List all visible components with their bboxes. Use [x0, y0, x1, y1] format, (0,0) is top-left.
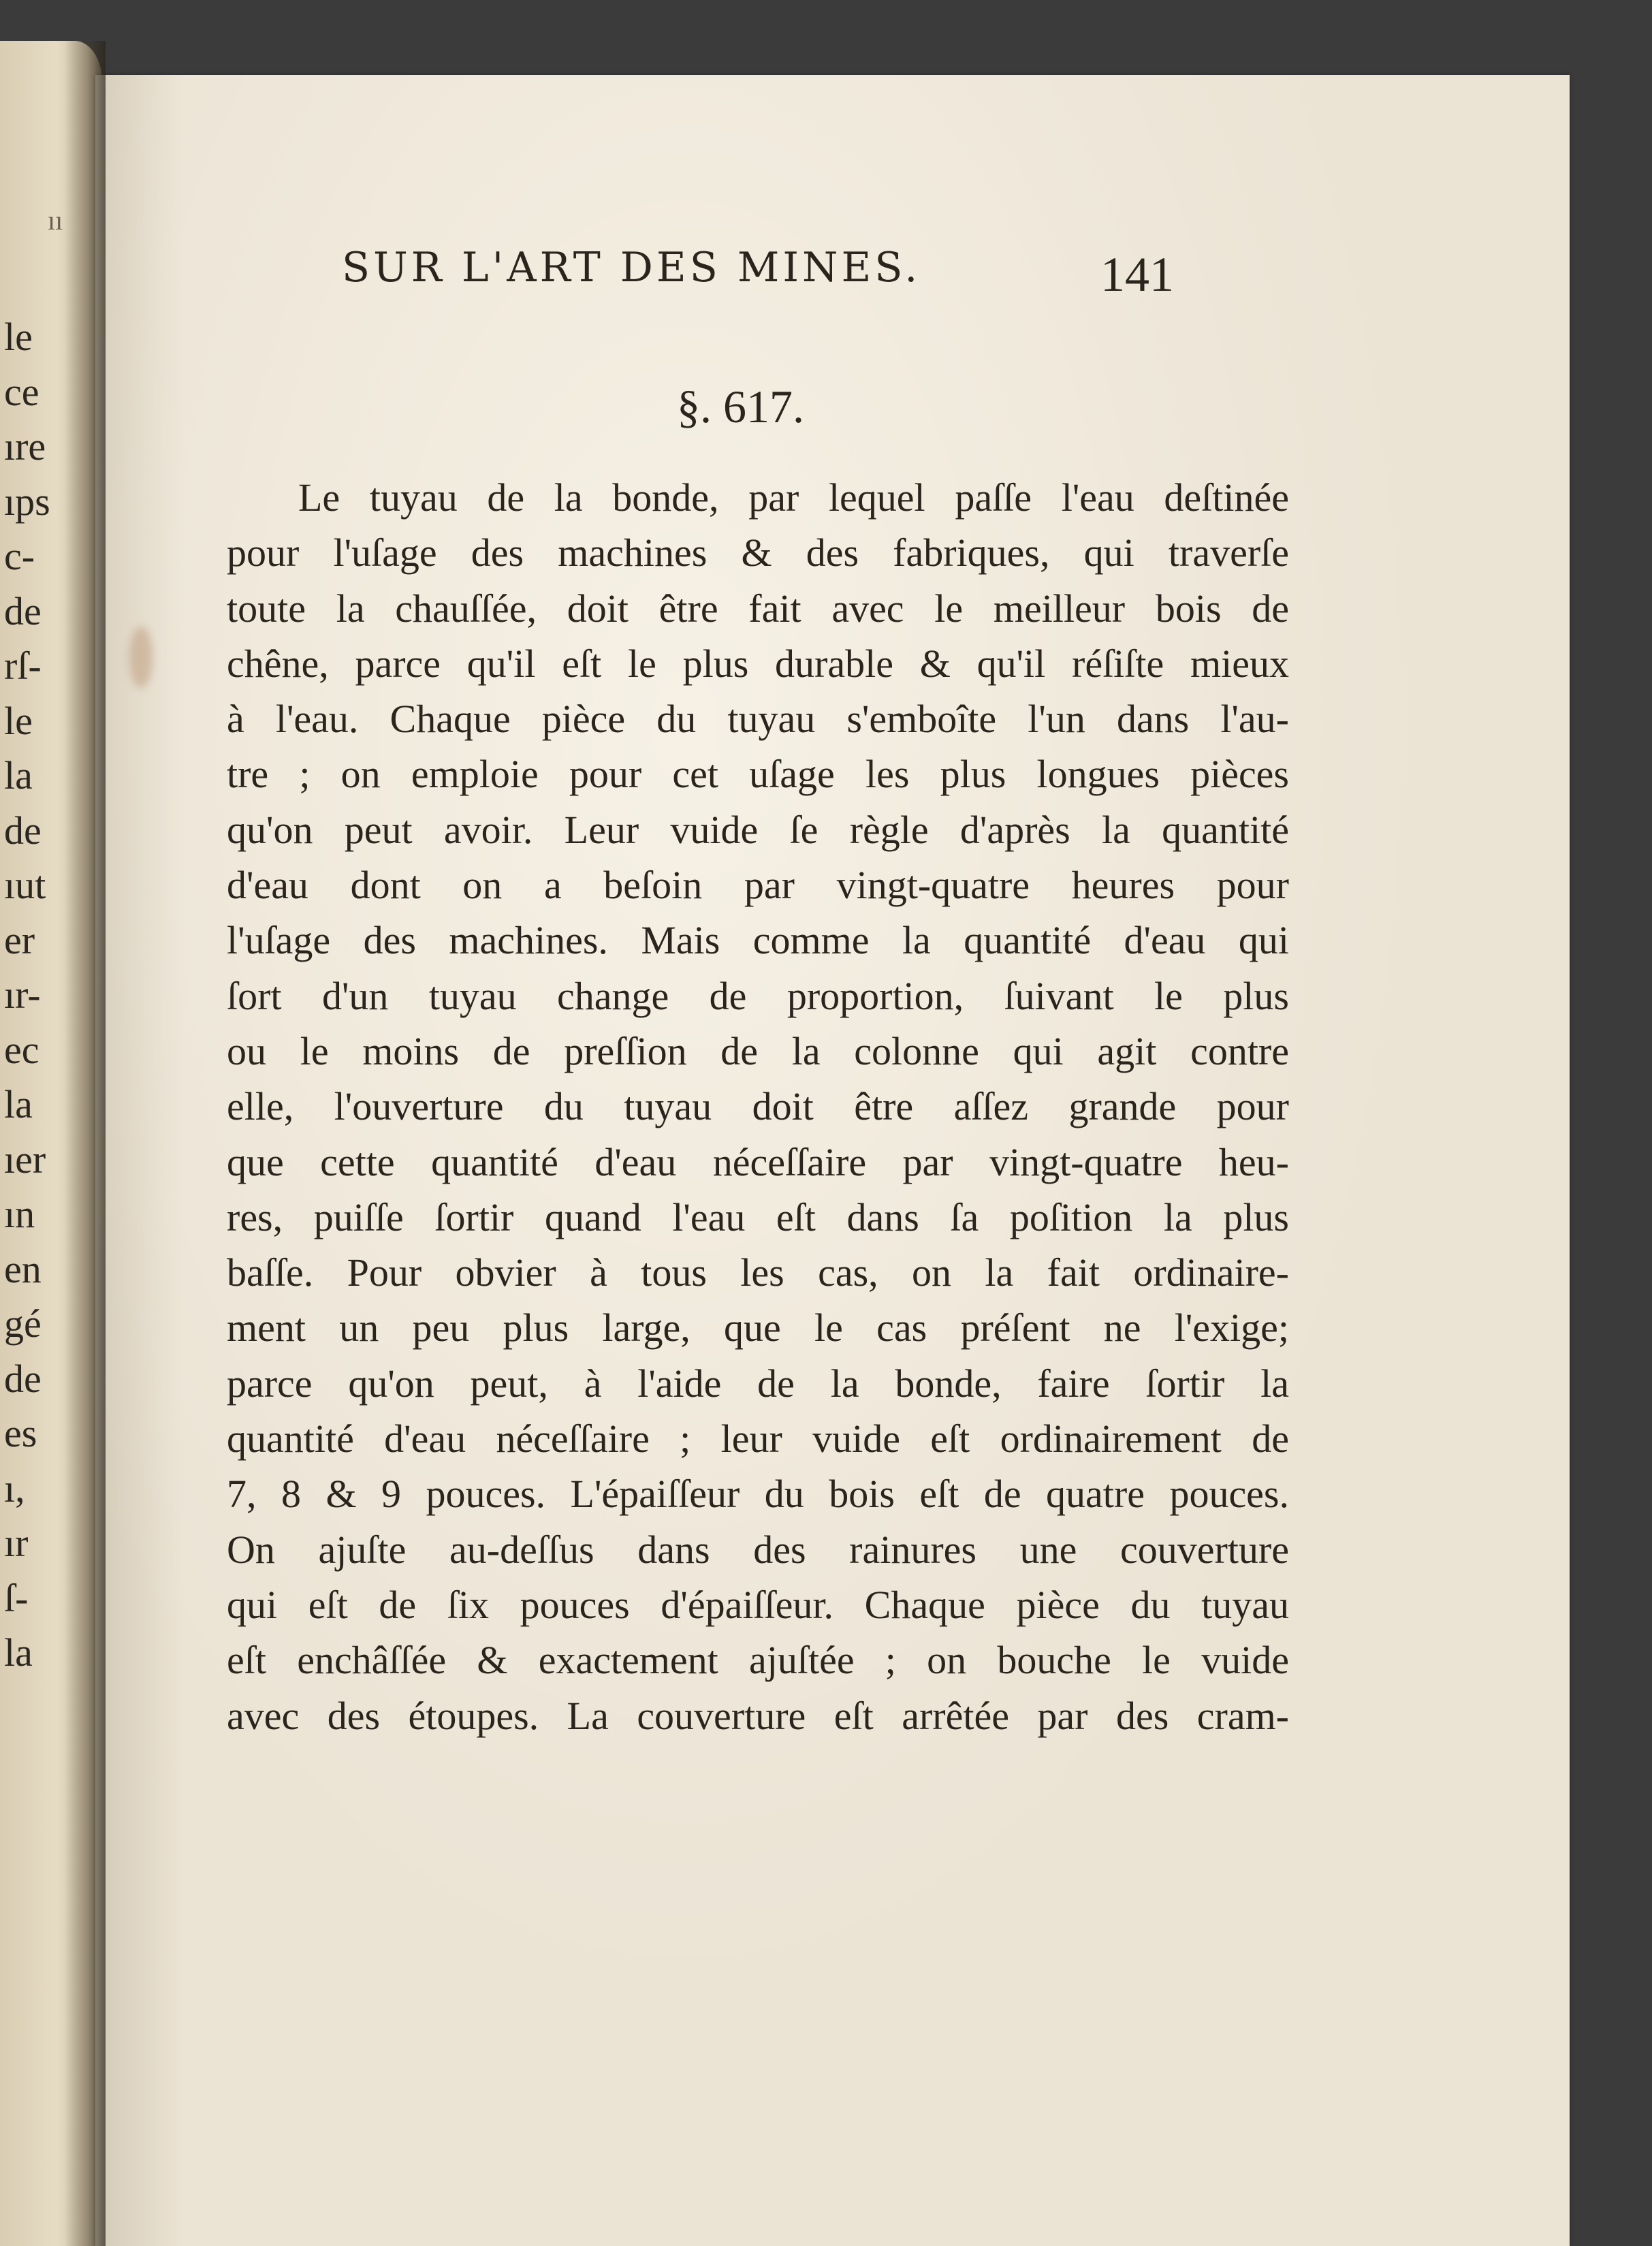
text-line: que cette quantité d'eau néceſſaire par vingt-quatre heu-	[227, 1139, 1289, 1184]
left-fragment: c-	[4, 534, 35, 578]
running-head: SUR L'ART DES MINES.	[342, 244, 921, 291]
left-page-text-fragments	[4, 310, 65, 1681]
left-fragment: ıps	[4, 479, 50, 524]
text-line: toute la chauſſée, doit être fait avec le meilleur bois de	[227, 586, 1289, 631]
left-fragment: ır	[4, 1521, 29, 1565]
text-line: ment un peu plus large, que le cas préſent ne l'exige;	[227, 1306, 1289, 1350]
left-fragment: ıer	[4, 1137, 46, 1182]
left-fragment: de	[4, 1356, 42, 1401]
left-fragment: ſ-	[4, 1575, 29, 1620]
left-fragment: de	[4, 808, 42, 853]
right-page	[95, 75, 1570, 2246]
left-fragment: ıre	[4, 424, 46, 469]
left-fragment: es	[4, 1411, 37, 1455]
left-fragment: ır-	[4, 972, 41, 1017]
text-line: d'eau dont on a beſoin par vingt-quatre heures pour	[227, 863, 1289, 908]
left-fragment: de	[4, 588, 42, 633]
text-line: pour l'uſage des machines & des fabriques, qui traverſe	[227, 531, 1289, 575]
left-fragment: rſ-	[4, 644, 42, 688]
left-page-mark: ıı	[48, 205, 63, 236]
left-fragment: le	[4, 698, 33, 743]
left-fragment: ın	[4, 1192, 35, 1236]
paper-stain	[129, 627, 153, 688]
text-line: elle, l'ouverture du tuyau doit être aſſez grande pour	[227, 1084, 1289, 1129]
left-fragment: ec	[4, 1027, 39, 1072]
text-line: tre ; on emploie pour cet uſage les plus longues pièces	[227, 752, 1289, 797]
body-paragraph	[227, 470, 1289, 1743]
left-fragment: gé	[4, 1301, 42, 1346]
text-line: quantité d'eau néceſſaire ; leur vuide eſt ordinairement de	[227, 1417, 1289, 1461]
left-fragment: en	[4, 1246, 42, 1291]
left-fragment: le	[4, 315, 33, 359]
text-line: Le tuyau de la bonde, par lequel paſſe l'eau deſtinée	[298, 475, 1289, 520]
left-fragment: la	[4, 1630, 33, 1675]
text-line: On ajuſte au-deſſus dans des rainures une couverture	[227, 1527, 1289, 1572]
gutter-shadow	[65, 41, 106, 2246]
text-line: baſſe. Pour obvier à tous les cas, on la fait ordinaire-	[227, 1250, 1289, 1295]
text-line: 7, 8 & 9 pouces. L'épaiſſeur du bois eſt de quatre pouces.	[227, 1472, 1289, 1517]
text-line: ſort d'un tuyau change de proportion, ſuivant le plus	[227, 973, 1289, 1018]
text-line: qui eſt de ſix pouces d'épaiſſeur. Chaque pièce du tuyau	[227, 1582, 1289, 1627]
section-heading: §. 617.	[677, 381, 804, 432]
text-line: parce qu'on peut, à l'aide de la bonde, faire ſortir la	[227, 1361, 1289, 1406]
text-line: avec des étoupes. La couverture eſt arrêtée par des cram-	[227, 1693, 1289, 1738]
left-fragment: la	[4, 1082, 33, 1126]
left-fragment: ce	[4, 369, 39, 414]
text-line: eſt enchâſſée & exactement ajuſtée ; on bouche le vuide	[227, 1638, 1289, 1683]
left-fragment: ıut	[4, 863, 46, 907]
page-number: 141	[1100, 247, 1174, 302]
text-line: à l'eau. Chaque pièce du tuyau s'emboîte l'un dans l'au-	[227, 697, 1289, 742]
text-line: res, puiſſe ſortir quand l'eau eſt dans ſa poſition la plus	[227, 1195, 1289, 1239]
text-line: ou le moins de preſſion de la colonne qui agit contre	[227, 1028, 1289, 1073]
left-fragment: la	[4, 753, 33, 797]
text-line: l'uſage des machines. Mais comme la quantité d'eau qui	[227, 918, 1289, 963]
left-fragment: er	[4, 917, 35, 962]
text-line: qu'on peut avoir. Leur vuide ſe règle d'après la quantité	[227, 807, 1289, 852]
text-line: chêne, parce qu'il eſt le plus durable & qu'il réſiſte mieux	[227, 641, 1289, 686]
left-fragment: ı,	[4, 1466, 25, 1510]
